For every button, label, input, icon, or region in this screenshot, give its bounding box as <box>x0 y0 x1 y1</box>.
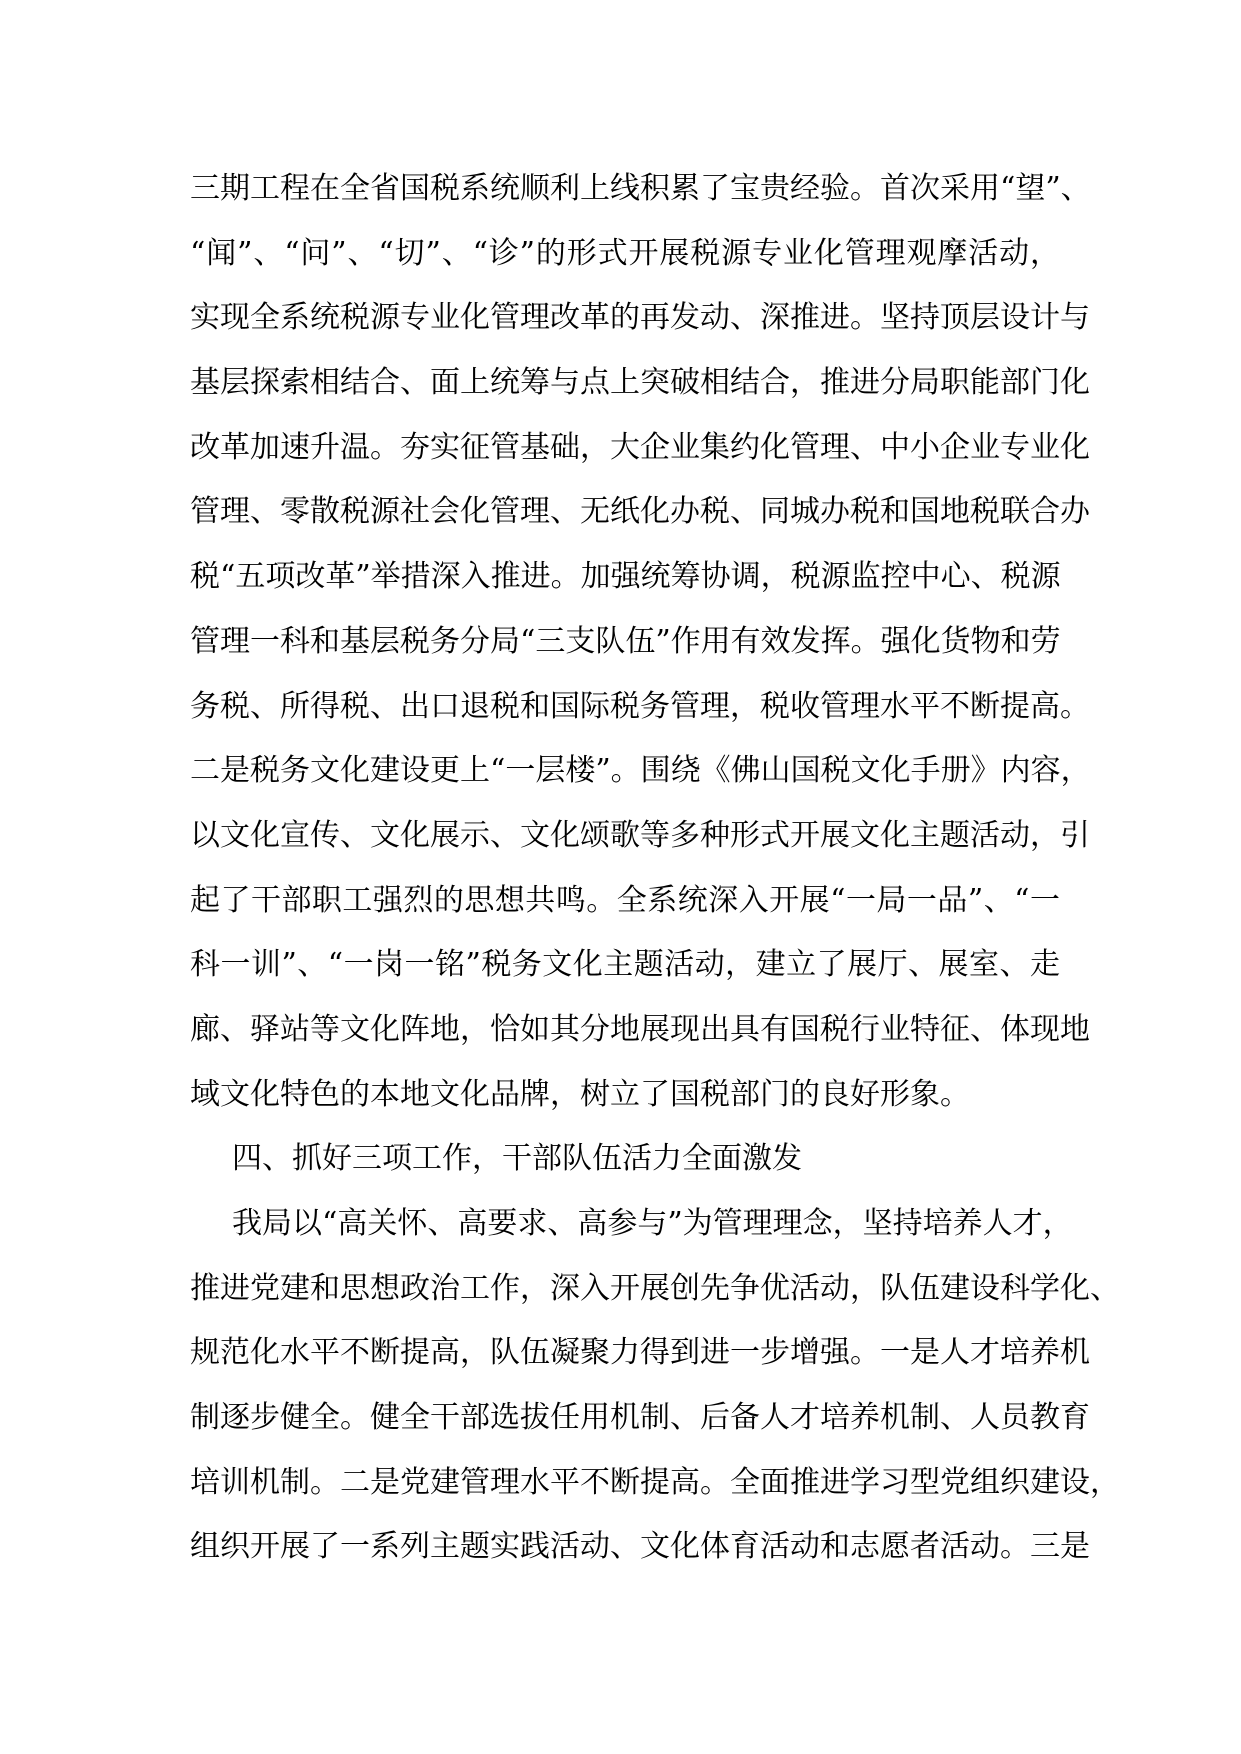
section-heading: 四、抓好三项工作，干部队伍活力全面激发 <box>232 1141 802 1177</box>
text-line: 制逐步健全。健全干部选拔任用机制、后备人才培养机制、人员教育 <box>190 1400 1090 1436</box>
text-line: 改革加速升温。夯实征管基础，大企业集约化管理、中小企业专业化 <box>190 429 1090 465</box>
body-text <box>190 157 1120 1580</box>
text-line: 基层探索相结合、面上统筹与点上突破相结合，推进分局职能部门化 <box>190 365 1090 401</box>
text-line: 科一训”、“一岗一铭”税务文化主题活动，建立了展厅、展室、走 <box>190 947 1060 983</box>
text-line: 组织开展了一系列主题实践活动、文化体育活动和志愿者活动。三是 <box>190 1529 1090 1565</box>
text-line: 起了干部职工强烈的思想共鸣。全系统深入开展“一局一品”、“一 <box>190 882 1060 918</box>
text-line: 培训机制。二是党建管理水平不断提高。全面推进学习型党组织建设， <box>190 1464 1120 1500</box>
text-line: 实现全系统税源专业化管理改革的再发动、深推进。坚持顶层设计与 <box>190 300 1090 336</box>
text-line: 务税、所得税、出口退税和国际税务管理，税收管理水平不断提高。 <box>190 688 1090 724</box>
text-line: “闻”、“问”、“切”、“诊”的形式开展税源专业化管理观摩活动， <box>190 235 1060 271</box>
text-line: 规范化水平不断提高，队伍凝聚力得到进一步增强。一是人才培养机 <box>190 1335 1090 1371</box>
text-line: 以文化宣传、文化展示、文化颂歌等多种形式开展文化主题活动，引 <box>190 817 1090 853</box>
text-line: 廊、驿站等文化阵地，恰如其分地展现出具有国税行业特征、体现地 <box>190 1011 1090 1047</box>
text-line: 推进党建和思想政治工作，深入开展创先争优活动，队伍建设科学化、 <box>190 1270 1120 1306</box>
text-line: 三期工程在全省国税系统顺利上线积累了宝贵经验。首次采用“望”、 <box>190 171 1091 206</box>
text-line: 域文化特色的本地文化品牌，树立了国税部门的良好形象。 <box>190 1076 970 1112</box>
text-line: 税“五项改革”举措深入推进。加强统筹协调，税源监控中心、税源 <box>190 559 1061 595</box>
text-line: 二是税务文化建设更上“一层楼”。围绕《佛山国税文化手册》内容， <box>190 753 1091 789</box>
paragraph-first-line: 我局以“高关怀、高要求、高参与”为管理理念，坚持培养人才， <box>232 1206 1073 1241</box>
text-line: 管理一科和基层税务分局“三支队伍”作用有效发挥。强化货物和劳 <box>190 623 1061 659</box>
text-line: 管理、零散税源社会化管理、无纸化办税、同城办税和国地税联合办 <box>190 494 1090 530</box>
